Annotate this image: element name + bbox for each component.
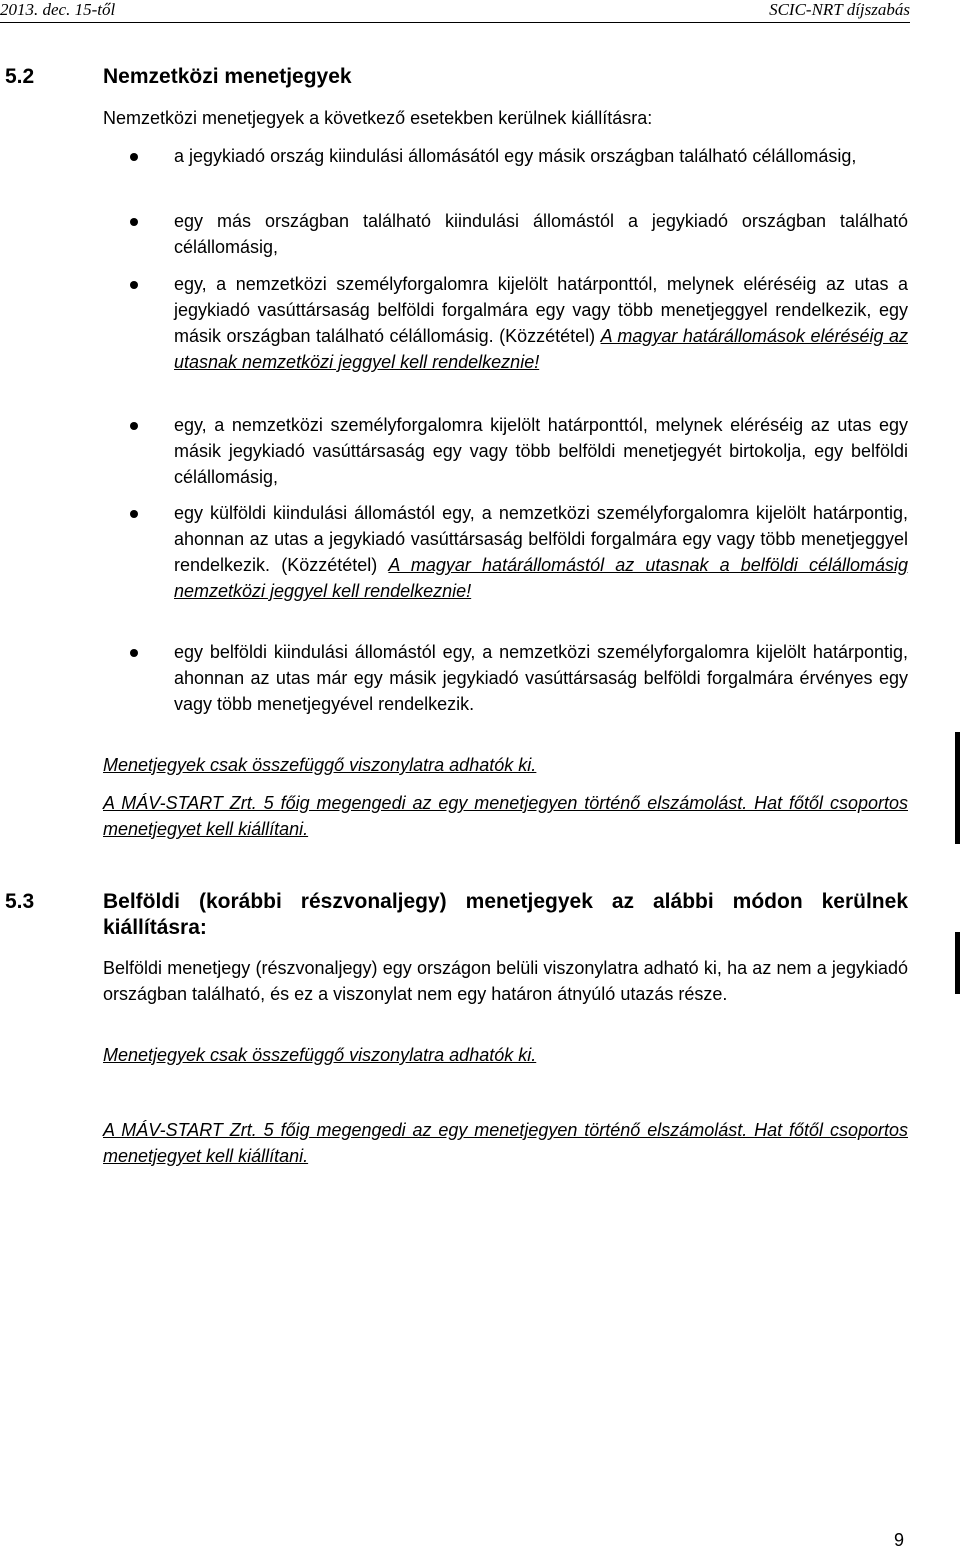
bullet-icon [130, 422, 138, 430]
section-number: 5.3 [5, 890, 35, 913]
bullet-icon [130, 218, 138, 226]
bullet-icon [130, 510, 138, 518]
note-connected-routes: Menetjegyek csak összefüggő viszonylatra adhatók ki. [103, 755, 537, 775]
section-intro: Belföldi menetjegy (részvonaljegy) egy országon belüli viszonylatra adható ki, ha az nem a jegykiadó országban található, és ez a viszonylat nem egy határon átnyúló utazás része. [103, 958, 908, 1004]
page-number: 9 [894, 1530, 905, 1550]
bullet-icon [130, 281, 138, 289]
list-item-text: egy, a nemzetközi személyforgalomra kijelölt határponttól, melynek eléréséig az utas a jegykiadó vasúttársaság belföldi forgalmára egy vagy több menetjeggyel rendelkezik, egy másik országban található célállomásig. (Közzététel) [174, 274, 908, 346]
note-connected-routes: Menetjegyek csak összefüggő viszonylatra adhatók ki. [103, 1045, 537, 1065]
section-title: Belföldi (korábbi részvonaljegy) menetjegyek az alábbi módon kerülnek kiállításra: [103, 890, 908, 939]
change-bar [955, 732, 960, 844]
page-header [0, 0, 910, 23]
note-group-ticket: A MÁV-START Zrt. 5 főig megengedi az egy menetjegyen történő elszámolást. Hat főtől csoportos menetjegyet kell kiállítani. [103, 1120, 908, 1166]
header-doc-title: SCIC-NRT díjszabás [769, 0, 910, 19]
list-item: egy, a nemzetközi személyforgalomra kijelölt határponttól, melynek eléréséig az utas egy másik jegykiadó vasúttársaság egy vagy több belföldi menetjegyét birtokolja, egy belföldi célállomásig, [174, 415, 908, 487]
bullet-icon [130, 649, 138, 657]
section-title: Nemzetközi menetjegyek [103, 65, 352, 88]
list-item: egy belföldi kiindulási állomástól egy, a nemzetközi személyforgalomra kijelölt határpontig, ahonnan az utas már egy másik jegykiadó vasúttársaság belföldi forgalmára érvényes egy vagy több menetjegyével rendelkezik. [174, 642, 908, 714]
underlined-notice: A magyar határállomástól az utasnak a belföldi célállomásig nemzetközi jeggyel kell rendelkeznie! [174, 555, 909, 601]
change-bar [955, 932, 960, 994]
section-intro: Nemzetközi menetjegyek a következő esetekben kerülnek kiállításra: [103, 108, 653, 128]
list-item [174, 500, 908, 604]
note-group-ticket: A MÁV-START Zrt. 5 főig megengedi az egy menetjegyen történő elszámolást. Hat főtől csoportos menetjegyet kell kiállítani. [103, 793, 908, 839]
list-item: a jegykiadó ország kiindulási állomásától egy másik országban található célállomásig, [174, 146, 857, 166]
bullet-icon [130, 153, 138, 161]
header-date: 2013. dec. 15-től [0, 0, 116, 19]
list-item-text: egy külföldi kiindulási állomástól egy, a nemzetközi személyforgalomra kijelölt határpontig, ahonnan az utas a jegykiadó vasúttársaság belföldi forgalmára egy vagy több menetjeggyel rendelkezik. (Közzététel) [174, 503, 908, 575]
underlined-notice: A magyar határállomások eléréséig az utasnak nemzetközi jeggyel kell rendelkeznie! [174, 326, 908, 372]
section-number: 5.2 [5, 65, 35, 88]
list-item [174, 271, 908, 375]
list-item: egy más országban található kiindulási állomástól a jegykiadó országban található célállomásig, [174, 211, 908, 257]
